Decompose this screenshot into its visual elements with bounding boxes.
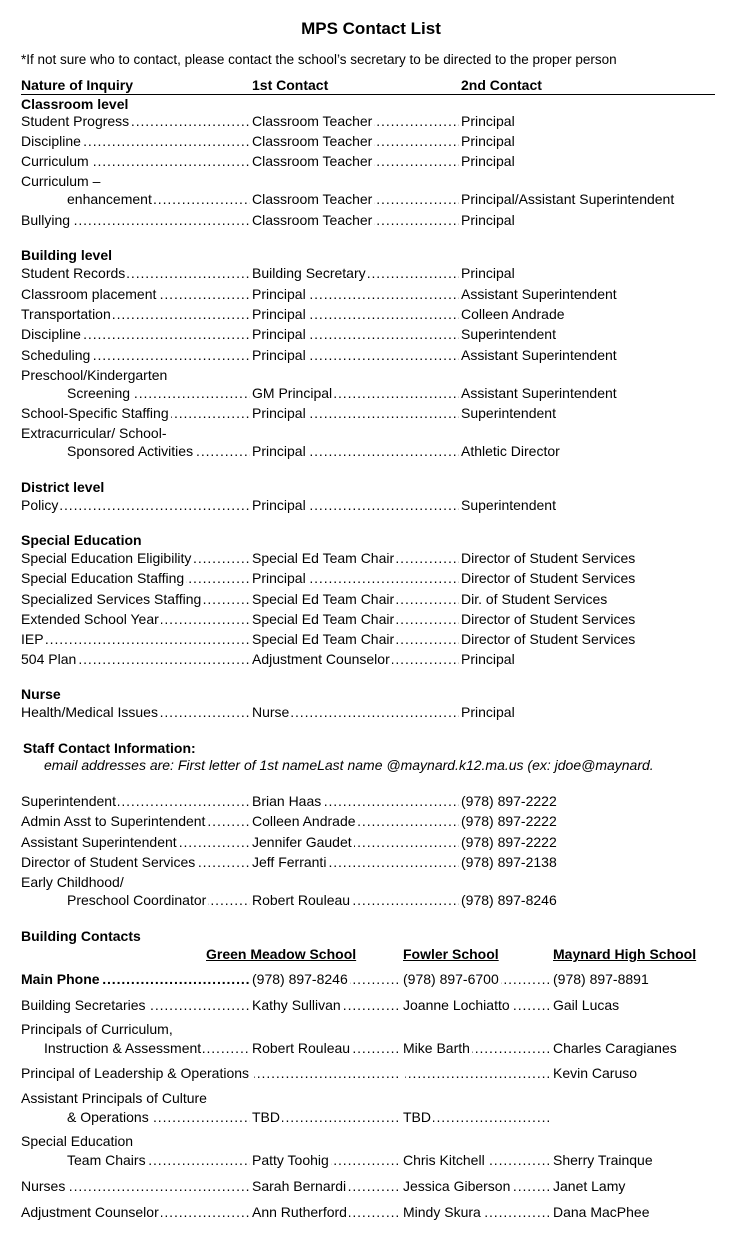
first-contact-cell-text: Special Ed Team Chair bbox=[252, 611, 395, 627]
green-meadow-cell-text: Patty Toohig bbox=[252, 1152, 329, 1168]
first-contact-cell bbox=[252, 609, 459, 629]
staff-row bbox=[0, 791, 742, 811]
inquiry-cell bbox=[21, 403, 250, 423]
inquiry-cell-text: Student Progress bbox=[21, 113, 130, 129]
building-row bbox=[0, 1202, 742, 1222]
first-contact-cell bbox=[252, 210, 459, 230]
staff-role-cell-text: Assistant Superintendent bbox=[21, 834, 177, 850]
first-contact-cell bbox=[252, 151, 459, 171]
second-contact-cell: Superintendent bbox=[461, 326, 556, 342]
first-contact-cell-text: Classroom Teacher bbox=[252, 153, 373, 169]
contact-row bbox=[0, 441, 742, 461]
section-title-building: Building level bbox=[21, 247, 113, 263]
staff-name-cell bbox=[252, 852, 459, 872]
building-label-cell-text: Principal of Leadership & Operations bbox=[21, 1065, 250, 1081]
inquiry-cell bbox=[67, 189, 250, 209]
header-nature-of-inquiry: Nature of Inquiry bbox=[21, 77, 134, 93]
fowler-cell bbox=[403, 969, 552, 989]
second-contact-cell: Assistant Superintendent bbox=[461, 347, 617, 363]
building-label-cell bbox=[21, 1063, 250, 1083]
inquiry-first-line: Extracurricular/ School- bbox=[21, 425, 167, 441]
staff-section-title: Staff Contact Information: bbox=[23, 740, 196, 756]
first-contact-cell-text: Adjustment Counselor bbox=[252, 651, 390, 667]
inquiry-cell bbox=[21, 548, 250, 568]
green-meadow-cell bbox=[252, 1176, 401, 1196]
staff-role-cell bbox=[67, 890, 250, 910]
first-contact-cell bbox=[252, 589, 459, 609]
fowler-cell bbox=[403, 1150, 552, 1170]
inquiry-cell bbox=[21, 284, 250, 304]
green-meadow-cell bbox=[252, 1038, 401, 1058]
staff-name-cell-text: Jeff Ferranti bbox=[252, 854, 327, 870]
second-contact-cell: Athletic Director bbox=[461, 443, 560, 459]
green-meadow-cell bbox=[252, 1150, 401, 1170]
building-label-cell bbox=[21, 1176, 250, 1196]
building-row bbox=[0, 1063, 742, 1083]
inquiry-cell bbox=[21, 210, 250, 230]
inquiry-cell-text: IEP bbox=[21, 631, 44, 647]
fowler-cell-text bbox=[403, 1065, 405, 1081]
staff-name-cell-text: Colleen Andrade bbox=[252, 813, 356, 829]
second-contact-cell: Principal bbox=[461, 153, 515, 169]
staff-row bbox=[0, 832, 742, 852]
inquiry-cell-text: Scheduling bbox=[21, 347, 91, 363]
first-contact-cell-text: GM Principal bbox=[252, 385, 333, 401]
first-contact-cell-text: Classroom Teacher bbox=[252, 212, 373, 228]
building-label-cell bbox=[21, 969, 250, 989]
second-contact-cell: Superintendent bbox=[461, 497, 556, 513]
building-label-cell-text: Instruction & Assessment bbox=[44, 1040, 202, 1056]
staff-role-cell-text: Preschool Coordinator bbox=[67, 892, 207, 908]
first-contact-cell bbox=[252, 495, 459, 515]
fowler-cell bbox=[403, 995, 552, 1015]
contact-note: *If not sure who to contact, please contact the school’s secretary to be directed to the proper person bbox=[21, 52, 617, 67]
contact-row bbox=[0, 111, 742, 131]
building-label-cell bbox=[67, 1107, 250, 1127]
inquiry-cell bbox=[21, 151, 250, 171]
inquiry-cell-text: Extended School Year bbox=[21, 611, 159, 627]
staff-name-cell-text: Brian Haas bbox=[252, 793, 322, 809]
staff-phone-cell: (978) 897-2138 bbox=[461, 854, 557, 870]
staff-role-cell bbox=[21, 791, 250, 811]
first-contact-cell bbox=[252, 568, 459, 588]
school-header-1: Fowler School bbox=[403, 946, 499, 962]
inquiry-first-line: Curriculum – bbox=[21, 173, 101, 189]
first-contact-cell-text: Special Ed Team Chair bbox=[252, 550, 395, 566]
section-title-nurse: Nurse bbox=[21, 686, 61, 702]
inquiry-cell bbox=[21, 111, 250, 131]
staff-name-cell-text: Robert Rouleau bbox=[252, 892, 351, 908]
first-contact-cell bbox=[252, 324, 459, 344]
second-contact-cell: Principal bbox=[461, 265, 515, 281]
green-meadow-cell-text: Robert Rouleau bbox=[252, 1040, 351, 1056]
building-label-cell bbox=[21, 995, 250, 1015]
first-contact-cell-text: Classroom Teacher bbox=[252, 191, 373, 207]
maynard-high-cell: Gail Lucas bbox=[553, 997, 620, 1013]
fowler-cell bbox=[403, 1063, 552, 1083]
green-meadow-cell-text bbox=[252, 1065, 254, 1081]
inquiry-cell bbox=[21, 304, 250, 324]
first-contact-cell bbox=[252, 345, 459, 365]
building-label-cell-text: Building Secretaries bbox=[21, 997, 146, 1013]
inquiry-cell bbox=[21, 345, 250, 365]
first-contact-cell bbox=[252, 383, 459, 403]
header-2nd-contact: 2nd Contact bbox=[461, 77, 542, 93]
inquiry-cell-text: School-Specific Staffing bbox=[21, 405, 169, 421]
contact-row bbox=[0, 189, 742, 209]
first-contact-cell-text: Nurse bbox=[252, 704, 290, 720]
contact-row bbox=[0, 131, 742, 151]
staff-role-cell-text: Superintendent bbox=[21, 793, 116, 809]
first-contact-cell-text: Principal bbox=[252, 347, 306, 363]
column-header-row bbox=[0, 75, 742, 95]
fowler-cell-text: Chris Kitchell bbox=[403, 1152, 485, 1168]
building-label-cell-text: Adjustment Counselor bbox=[21, 1204, 159, 1220]
school-header-0: Green Meadow School bbox=[206, 946, 357, 962]
contact-row bbox=[0, 495, 742, 515]
building-label-cell bbox=[44, 1038, 250, 1058]
fowler-cell-text: Jessica Giberson bbox=[403, 1178, 511, 1194]
building-label-first-line: Assistant Principals of Culture bbox=[21, 1090, 207, 1106]
inquiry-cell-text: 504 Plan bbox=[21, 651, 77, 667]
contact-row bbox=[0, 304, 742, 324]
maynard-high-cell bbox=[553, 1107, 733, 1127]
second-contact-cell: Principal bbox=[461, 133, 515, 149]
first-contact-cell bbox=[252, 629, 459, 649]
staff-phone-cell: (978) 897-2222 bbox=[461, 793, 557, 809]
contact-row bbox=[0, 568, 742, 588]
fowler-cell-text: TBD bbox=[403, 1109, 431, 1125]
contact-row bbox=[0, 345, 742, 365]
fowler-cell-text: Mike Barth bbox=[403, 1040, 470, 1056]
green-meadow-cell bbox=[252, 969, 401, 989]
second-contact-cell: Colleen Andrade bbox=[461, 306, 565, 322]
staff-row bbox=[0, 852, 742, 872]
inquiry-cell-text: enhancement bbox=[67, 191, 152, 207]
staff-name-cell-text: Jennifer Gaudet bbox=[252, 834, 352, 850]
inquiry-cell bbox=[21, 131, 250, 151]
staff-name-cell bbox=[252, 890, 459, 910]
green-meadow-cell-text: (978) 897-8246 bbox=[252, 971, 348, 987]
inquiry-cell-text: Discipline bbox=[21, 133, 81, 149]
inquiry-cell-text: Curriculum bbox=[21, 153, 89, 169]
first-contact-cell bbox=[252, 702, 459, 722]
staff-phone-cell: (978) 897-2222 bbox=[461, 834, 557, 850]
fowler-cell-text: Joanne Lochiatto bbox=[403, 997, 510, 1013]
first-contact-cell bbox=[252, 548, 459, 568]
maynard-high-cell: Sherry Trainque bbox=[553, 1152, 653, 1168]
staff-row bbox=[0, 890, 742, 910]
fowler-cell bbox=[403, 1176, 552, 1196]
green-meadow-cell-text: Sarah Bernardi bbox=[252, 1178, 347, 1194]
first-contact-cell-text: Special Ed Team Chair bbox=[252, 631, 395, 647]
header-1st-contact: 1st Contact bbox=[252, 77, 329, 93]
fowler-cell bbox=[403, 1202, 552, 1222]
contact-row bbox=[0, 548, 742, 568]
contact-row bbox=[0, 403, 742, 423]
inquiry-cell-text: Special Education Staffing bbox=[21, 570, 185, 586]
building-row bbox=[0, 995, 742, 1015]
inquiry-cell-text: Specialized Services Staffing bbox=[21, 591, 202, 607]
staff-role-cell bbox=[21, 811, 250, 831]
inquiry-cell-text: Policy bbox=[21, 497, 59, 513]
contact-row bbox=[0, 609, 742, 629]
green-meadow-cell-text: TBD bbox=[252, 1109, 280, 1125]
contact-row bbox=[0, 263, 742, 283]
section-title-sped: Special Education bbox=[21, 532, 142, 548]
green-meadow-cell-text: Ann Rutherford bbox=[252, 1204, 347, 1220]
building-label-cell-text: Team Chairs bbox=[67, 1152, 146, 1168]
first-contact-cell bbox=[252, 263, 459, 283]
inquiry-cell bbox=[21, 568, 250, 588]
inquiry-cell bbox=[21, 263, 250, 283]
building-row bbox=[0, 1107, 742, 1127]
building-label-first-line: Special Education bbox=[21, 1133, 134, 1149]
fowler-cell-text: Mindy Skura bbox=[403, 1204, 481, 1220]
maynard-high-cell: Janet Lamy bbox=[553, 1178, 626, 1194]
staff-phone-cell: (978) 897-8246 bbox=[461, 892, 557, 908]
green-meadow-cell-text: Kathy Sullivan bbox=[252, 997, 341, 1013]
building-label-cell bbox=[21, 1202, 250, 1222]
first-contact-cell-text: Principal bbox=[252, 497, 306, 513]
inquiry-cell bbox=[21, 702, 250, 722]
inquiry-cell bbox=[21, 649, 250, 669]
inquiry-cell bbox=[67, 441, 250, 461]
building-row bbox=[0, 969, 742, 989]
staff-role-first-line: Early Childhood/ bbox=[21, 874, 124, 890]
second-contact-cell: Principal bbox=[461, 212, 515, 228]
first-contact-cell bbox=[252, 111, 459, 131]
fowler-cell-text: (978) 897-6700 bbox=[403, 971, 499, 987]
contact-row bbox=[0, 589, 742, 609]
inquiry-cell-text: Screening bbox=[67, 385, 131, 401]
first-contact-cell-text: Building Secretary bbox=[252, 265, 366, 281]
first-contact-cell-text: Principal bbox=[252, 306, 306, 322]
contact-row bbox=[0, 649, 742, 669]
inquiry-cell bbox=[21, 609, 250, 629]
first-contact-cell-text: Special Ed Team Chair bbox=[252, 591, 395, 607]
staff-name-cell bbox=[252, 832, 459, 852]
inquiry-cell-text: Sponsored Activities bbox=[67, 443, 194, 459]
section-title-district: District level bbox=[21, 479, 105, 495]
staff-phone-cell: (978) 897-2222 bbox=[461, 813, 557, 829]
building-label-cell bbox=[67, 1150, 250, 1170]
inquiry-cell-text: Health/Medical Issues bbox=[21, 704, 158, 720]
first-contact-cell-text: Principal bbox=[252, 570, 306, 586]
inquiry-cell bbox=[21, 495, 250, 515]
building-label-cell-text: & Operations bbox=[67, 1109, 149, 1125]
inquiry-cell-text: Student Records bbox=[21, 265, 126, 281]
inquiry-cell bbox=[21, 589, 250, 609]
fowler-cell bbox=[403, 1038, 552, 1058]
first-contact-cell-text: Principal bbox=[252, 443, 306, 459]
second-contact-cell: Director of Student Services bbox=[461, 570, 636, 586]
contact-row bbox=[0, 702, 742, 722]
inquiry-cell-text: Classroom placement bbox=[21, 286, 157, 302]
first-contact-cell bbox=[252, 304, 459, 324]
staff-name-cell bbox=[252, 811, 459, 831]
green-meadow-cell bbox=[252, 995, 401, 1015]
inquiry-cell-text: Bullying bbox=[21, 212, 71, 228]
first-contact-cell-text: Classroom Teacher bbox=[252, 113, 373, 129]
contact-row bbox=[0, 629, 742, 649]
maynard-high-cell: Dana MacPhee bbox=[553, 1204, 650, 1220]
green-meadow-cell bbox=[252, 1202, 401, 1222]
maynard-high-cell: Charles Caragianes bbox=[553, 1040, 677, 1056]
contact-row bbox=[0, 284, 742, 304]
first-contact-cell bbox=[252, 189, 459, 209]
contact-row bbox=[0, 383, 742, 403]
second-contact-cell: Director of Student Services bbox=[461, 611, 636, 627]
green-meadow-cell bbox=[252, 1063, 401, 1083]
contact-row bbox=[0, 151, 742, 171]
email-format-note: email addresses are: First letter of 1st nameLast name @maynard.k12.ma.us (ex: jdoe@maynard. bbox=[44, 757, 654, 773]
first-contact-cell bbox=[252, 441, 459, 461]
staff-row bbox=[0, 811, 742, 831]
staff-role-cell-text: Director of Student Services bbox=[21, 854, 196, 870]
second-contact-cell: Principal bbox=[461, 704, 515, 720]
first-contact-cell-text: Principal bbox=[252, 326, 306, 342]
building-row bbox=[0, 1150, 742, 1170]
maynard-high-cell: (978) 897-8891 bbox=[553, 971, 649, 987]
second-contact-cell: Principal bbox=[461, 651, 515, 667]
building-label-cell-text: Main Phone bbox=[21, 971, 100, 987]
first-contact-cell-text: Principal bbox=[252, 405, 306, 421]
building-row bbox=[0, 1038, 742, 1058]
staff-role-cell bbox=[21, 852, 250, 872]
second-contact-cell: Director of Student Services bbox=[461, 550, 636, 566]
inquiry-cell bbox=[21, 629, 250, 649]
building-label-cell-text: Nurses bbox=[21, 1178, 66, 1194]
second-contact-cell: Assistant Superintendent bbox=[461, 385, 617, 401]
building-row bbox=[0, 1176, 742, 1196]
green-meadow-cell bbox=[252, 1107, 401, 1127]
first-contact-cell-text: Classroom Teacher bbox=[252, 133, 373, 149]
second-contact-cell: Director of Student Services bbox=[461, 631, 636, 647]
page-title: MPS Contact List bbox=[301, 19, 441, 38]
staff-name-cell bbox=[252, 791, 459, 811]
second-contact-cell: Principal/Assistant Superintendent bbox=[461, 191, 675, 207]
staff-role-cell-text: Admin Asst to Superintendent bbox=[21, 813, 206, 829]
inquiry-first-line: Preschool/Kindergarten bbox=[21, 367, 168, 383]
first-contact-cell bbox=[252, 284, 459, 304]
staff-role-cell bbox=[21, 832, 250, 852]
inquiry-cell-text: Transportation bbox=[21, 306, 111, 322]
inquiry-cell-text: Discipline bbox=[21, 326, 81, 342]
section-title-classroom: Classroom level bbox=[21, 96, 129, 112]
maynard-high-cell: Kevin Caruso bbox=[553, 1065, 638, 1081]
building-label-first-line: Principals of Curriculum, bbox=[21, 1021, 173, 1037]
second-contact-cell: Assistant Superintendent bbox=[461, 286, 617, 302]
school-header-2: Maynard High School bbox=[553, 946, 697, 962]
contact-row bbox=[0, 324, 742, 344]
inquiry-cell-text: Special Education Eligibility bbox=[21, 550, 192, 566]
second-contact-cell: Superintendent bbox=[461, 405, 556, 421]
second-contact-cell: Principal bbox=[461, 113, 515, 129]
second-contact-cell: Dir. of Student Services bbox=[461, 591, 608, 607]
fowler-cell bbox=[403, 1107, 552, 1127]
first-contact-cell bbox=[252, 131, 459, 151]
contact-row bbox=[0, 210, 742, 230]
building-contacts-title: Building Contacts bbox=[21, 928, 141, 944]
first-contact-cell-text: Principal bbox=[252, 286, 306, 302]
inquiry-cell bbox=[67, 383, 250, 403]
inquiry-cell bbox=[21, 324, 250, 344]
first-contact-cell bbox=[252, 649, 459, 669]
first-contact-cell bbox=[252, 403, 459, 423]
